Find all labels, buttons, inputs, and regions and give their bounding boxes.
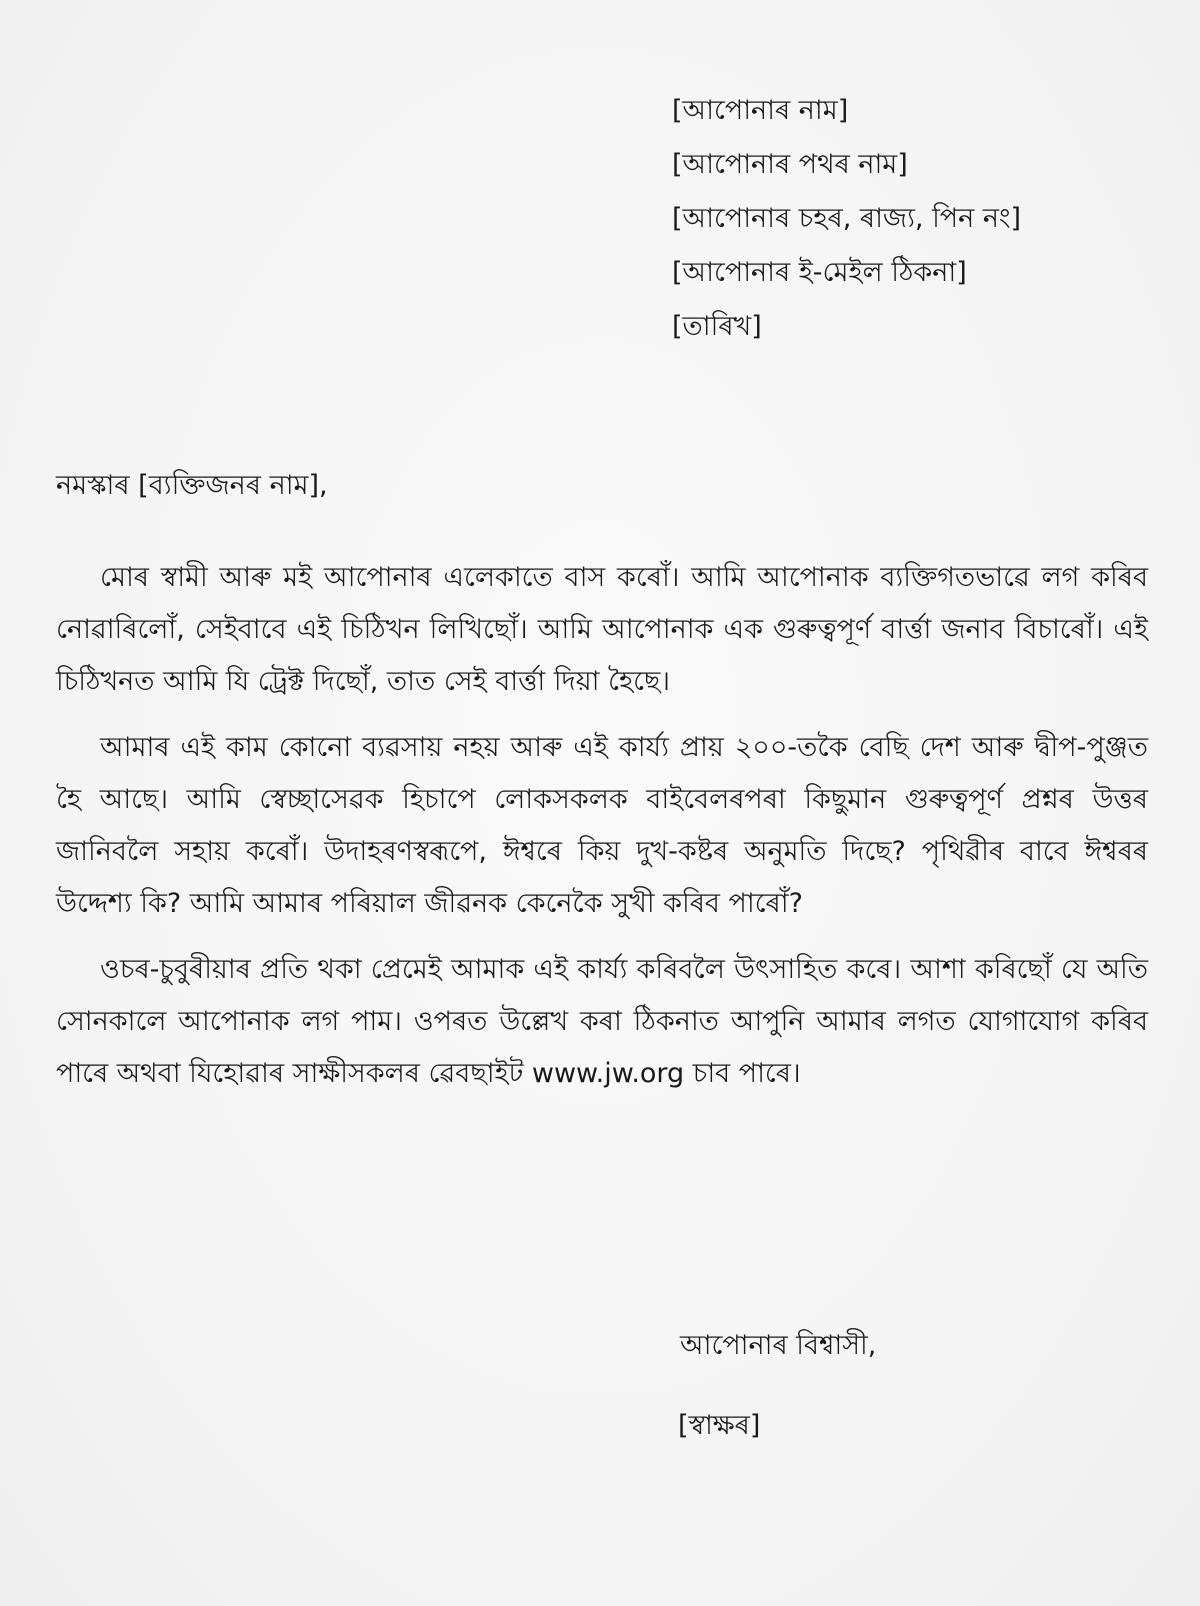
letter-date: [তাৰিখ] <box>672 311 762 342</box>
letter-body <box>56 552 1148 1114</box>
closing-phrase: আপোনাৰ বিশ্বাসী, <box>680 1330 877 1361</box>
body-paragraph: মোৰ স্বামী আৰু মই আপোনাৰ এলেকাতে বাস কৰোঁ। আমি আপোনাক ব্যক্তিগতভাৱে লগ কৰিব নোৱাৰিলোঁ, সেইবাবে এই চিঠিখন লিখিছোঁ। আমি আপোনাক এক গুৰুত্বপূৰ্ণ বাৰ্ত্তা জনাব বিচাৰোঁ। এই চিঠিখনত আমি যি ট্ৰেক্ট দিছোঁ, তাত সেই বাৰ্ত্তা দিয়া হৈছে। <box>56 562 1148 697</box>
sender-city-state-pin: [আপোনাৰ চহৰ, ৰাজ্য, পিন নং] <box>672 203 1022 234</box>
body-paragraph: আমাৰ এই কাম কোনো ব্যৱসায় নহয় আৰু এই কাৰ্য্য প্ৰায় ২০০-তকৈ বেছি দেশ আৰু দ্বীপ-পুঞ্জত হৈ আছে। আমি স্বেচ্ছাসেৱক হিচাপে লোকসকলক বাইবেলৰপৰা কিছুমান গুৰুত্বপূৰ্ণ প্ৰশ্নৰ উত্তৰ জানিবলৈ সহায় কৰোঁ। উদাহৰণস্বৰূপে, ঈশ্বৰে কিয় দুখ-কষ্টৰ অনুমতি দিছে? পৃথিৱীৰ বাবে ঈশ্বৰৰ উদ্দেশ্য কি? আমি আমাৰ পৰিয়াল জীৱনক কেনেকৈ সুখী কৰিব পাৰোঁ? <box>56 732 1148 919</box>
salutation: নমস্কাৰ [ব্যক্তিজনৰ নাম], <box>56 470 328 501</box>
sender-address-block <box>672 84 1172 354</box>
sender-email: [আপোনাৰ ই-মেইল ঠিকনা] <box>672 257 967 288</box>
signature-placeholder: [স্বাক্ষৰ] <box>678 1410 761 1441</box>
body-paragraph: ওচৰ-চুবুৰীয়াৰ প্ৰতি থকা প্ৰেমেই আমাক এই কাৰ্য্য কৰিবলৈ উৎসাহিত কৰে। আশা কৰিছোঁ যে অতি সোনকালে আপোনাক লগ পাম। ওপৰত উল্লেখ কৰা ঠিকনাত আপুনি আমাৰ লগত যোগাযোগ কৰিব পাৰে অথবা যিহোৱাৰ সাক্ষীসকলৰ ৱেবছাইট www.jw.org চাব পাৰে। <box>56 954 1148 1089</box>
sender-street: [আপোনাৰ পথৰ নাম] <box>672 149 908 180</box>
sender-name: [আপোনাৰ নাম] <box>672 95 849 126</box>
